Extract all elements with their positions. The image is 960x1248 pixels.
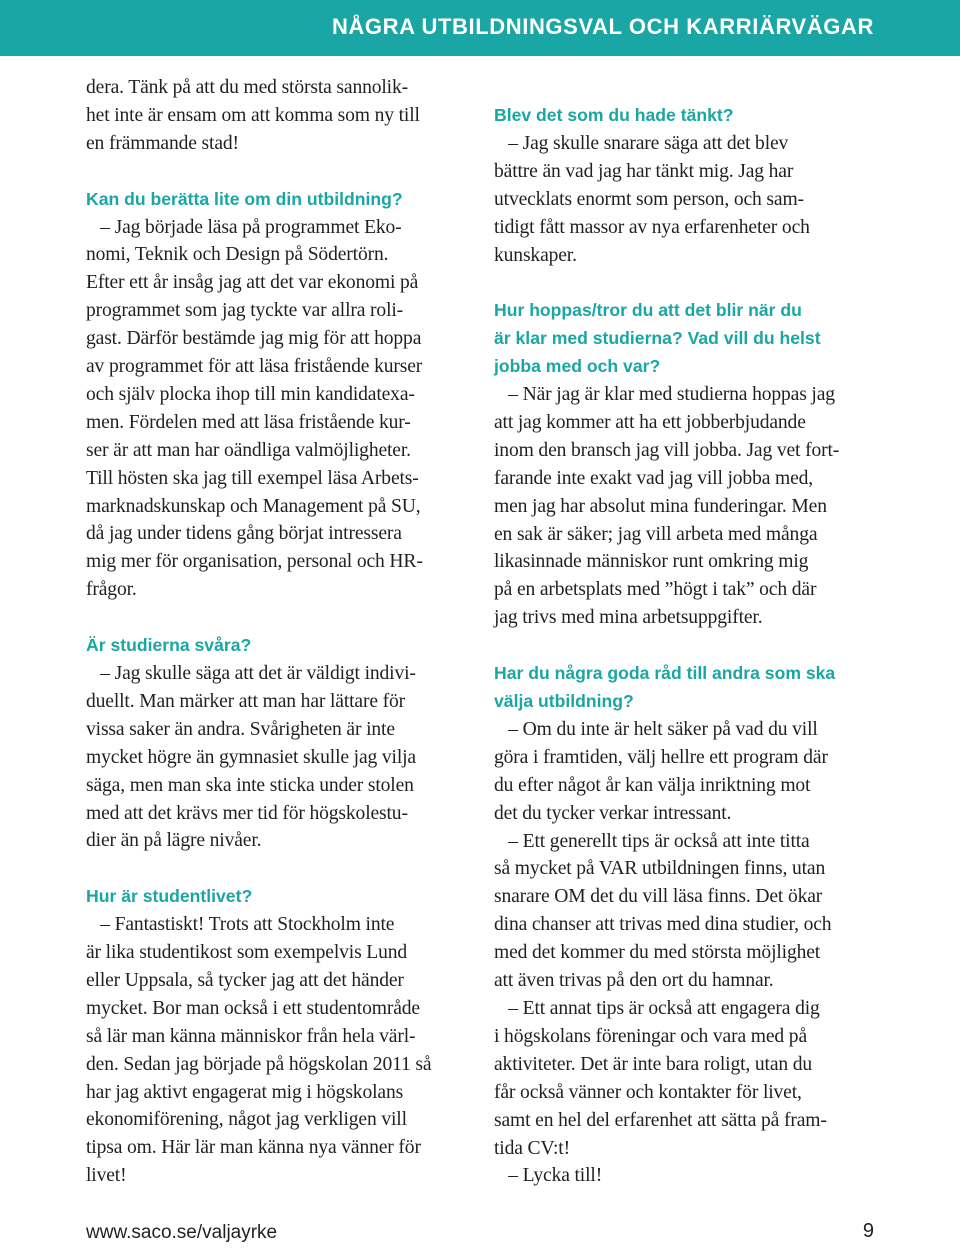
question-student-life: Hur är studentlivet?	[86, 886, 253, 907]
question-expectations: Blev det som du hade tänkt?	[494, 105, 734, 125]
question-future: Hur hoppas/tror du att det blir när du är klar med studierna? Vad vill du helst jobba med och var?	[494, 300, 821, 377]
page-number: 9	[862, 1220, 874, 1242]
intro-paragraph: dera. Tänk på att du med största sannolik- het inte är ensam om att komma som ny till en främmande stad!	[86, 77, 420, 154]
answer-future: – När jag är klar med studierna hoppas jag att jag kommer att ha ett jobberbjudande inom den bransch jag vill jobba. Jag vet fort- farande inte exakt vad jag vill jobba med, men jag har absolut mina funderingar. Men en sak är säker; jag vill arbeta med många likasinnade människor runt omkring mig på en arbetsplats med ”högt i tak” och där jag trivs med mina arbetsuppgifter.	[494, 384, 840, 629]
answer-student-life: – Fantastiskt! Trots att Stockholm inte är lika studentikost som exempelvis Lund eller Uppsala, så tycker jag att det händer mycket. Bor man också i ett studentområde så lär man känna människor från hela värl- den. Sedan jag började på högskolan 2011 så har jag aktivt engagerat mig i högskolans ekonomiförening, något jag verkligen vill tipsa om. Här lär man känna nya vänner för livet!	[86, 914, 432, 1187]
answer-advice: – Om du inte är helt säker på vad du vill göra i framtiden, välj hellre ett program där du efter något år kan välja inriktning mot det du tycker verkar intressant. – Ett generellt tips är också att inte titta så mycket på VAR utbildningen finns, utan snarare OM det du vill läsa finns. Det ökar dina chanser att trivas med dina studier, och med det kommer du med största möjlighet att även trivas på den ort du hamnar. – Ett annat tips är också att engagera dig i högskolans föreningar och vara med på aktiviteter. Det är inte bara roligt, utan du får också vänner och kontakter för livet, samt en hel del erfarenhet att sätta på fram- tida CV:t! – Lycka till!	[494, 718, 832, 1187]
header-bar	[0, 0, 960, 56]
question-studies-difficulty: Är studierna svåra?	[86, 635, 252, 656]
section-title: NÅGRA UTBILDNINGSVAL OCH KARRIÄRVÄGAR	[331, 14, 874, 39]
question-education: Kan du berätta lite om din utbildning?	[86, 188, 403, 209]
answer-studies-difficulty: – Jag skulle säga att det är väldigt indivi- duellt. Man märker att man har lättare för vissa saker än andra. Svårigheten är inte mycket högre än gymnasiet skulle jag vilja säga, men man ska inte sticka under stolen med att det krävs mer tid för högskolestu- dier än på lägre nivåer.	[86, 663, 416, 852]
answer-expectations: – Jag skulle snarare säga att det blev bättre än vad jag har tänkt mig. Jag har utvecklats enormt som person, och sam- tidigt fått massor av nya erfarenheter och kunskaper.	[494, 132, 810, 266]
right-column	[494, 102, 878, 1190]
question-advice: Har du några goda råd till andra som ska välja utbildning?	[494, 663, 836, 711]
footer-url[interactable]: www.saco.se/valjayrke	[86, 1222, 278, 1243]
answer-education: – Jag började läsa på programmet Eko- nomi, Teknik och Design på Södertörn. Efter ett år insåg jag att det var ekonomi på programmet som jag tyckte var allra roli- gast. Därför bestämde jag mig för att hoppa av programmet för att läsa fristående kurser och själv plocka ihop till min kandidatexa- men. Fördelen med att läsa fristående kur- ser är att man har oändliga valmöjligheter. Till hösten ska jag till exempel läsa Arbets- marknadskunskap och Management på SU, då jag under tidens gång börjat intressera mig mer för organisation, personal och HR- frågor.	[86, 216, 423, 601]
left-column	[86, 74, 466, 1190]
